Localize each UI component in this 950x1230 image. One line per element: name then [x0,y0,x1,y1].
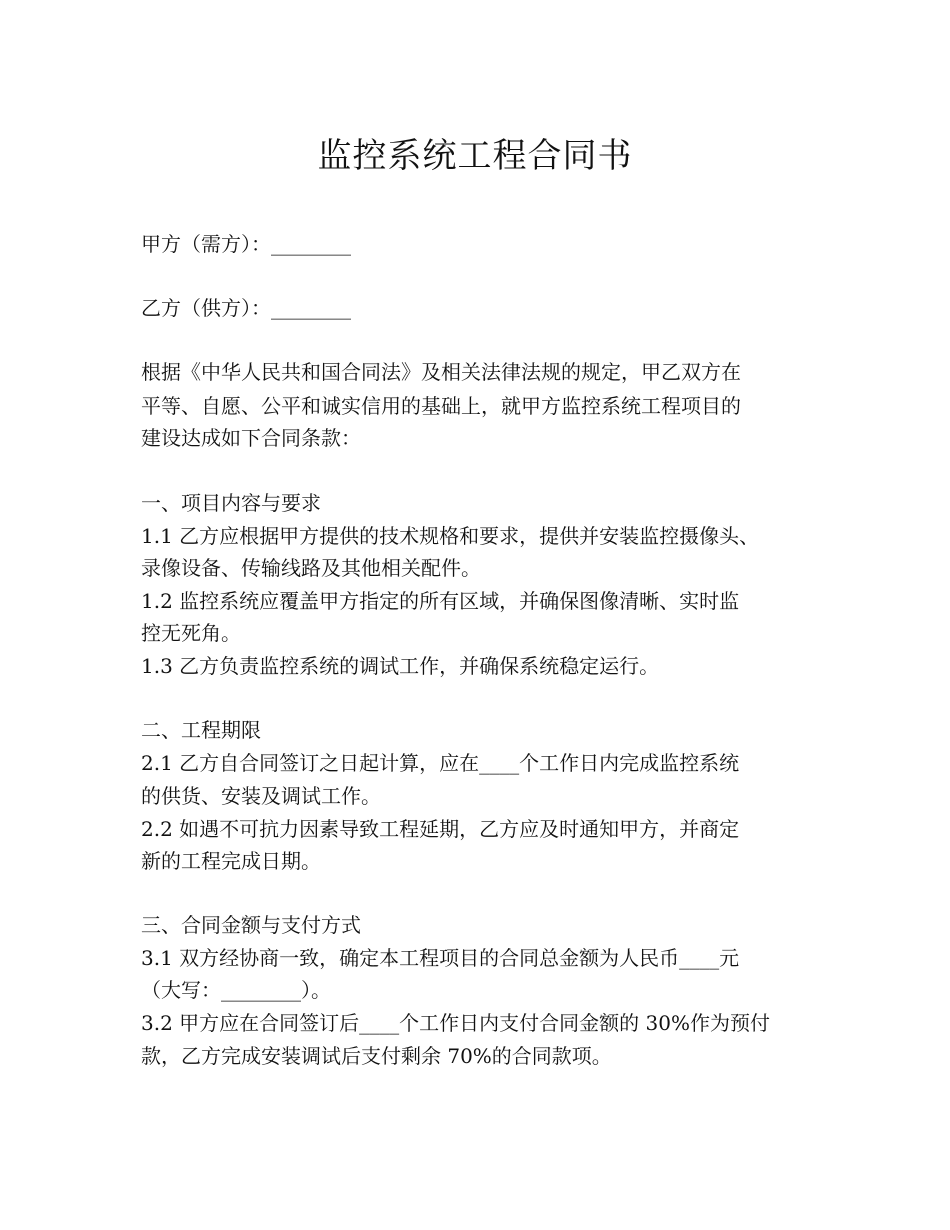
section-2-heading: 二、工程期限 [141,718,261,742]
section-3-line-4: 款，乙方完成安装调试后支付剩余 70%的合同款项。 [141,1044,612,1068]
section-1-line-2: 录像设备、传输线路及其他相关配件。 [141,556,481,580]
section-3-line-2: （大写：________）。 [141,978,331,1002]
section-2-line-1: 2.1 乙方自合同签订之日起计算，应在____个工作日内完成监控系统 [141,751,740,775]
section-1-line-5: 1.3 乙方负责监控系统的调试工作，并确保系统稳定运行。 [141,654,660,678]
party-a-line: 甲方（需方）：________ [141,232,351,256]
section-1-line-4: 控无死角。 [141,621,241,645]
party-b-line: 乙方（供方）：________ [141,296,351,320]
document-title: 监控系统工程合同书 [317,136,633,176]
section-3-line-3: 3.2 甲方应在合同签订后____个工作日内支付合同金额的 30%作为预付 [141,1011,770,1035]
section-2-line-3: 2.2 如遇不可抗力因素导致工程延期，乙方应及时通知甲方，并商定 [141,817,740,841]
section-1-heading: 一、项目内容与要求 [141,491,321,515]
section-1-line-1: 1.1 乙方应根据甲方提供的技术规格和要求，提供并安装监控摄像头、 [141,524,760,548]
preamble-line-3: 建设达成如下合同条款： [141,426,361,450]
section-1-line-3: 1.2 监控系统应覆盖甲方指定的所有区域，并确保图像清晰、实时监 [141,589,740,613]
section-3-heading: 三、合同金额与支付方式 [141,913,361,937]
section-2-line-2: 的供货、安装及调试工作。 [141,784,381,808]
section-3-line-1: 3.1 双方经协商一致，确定本工程项目的合同总金额为人民币____元 [141,946,740,970]
preamble-line-1: 根据《中华人民共和国合同法》及相关法律法规的规定，甲乙双方在 [141,360,741,384]
preamble-line-2: 平等、自愿、公平和诚实信用的基础上，就甲方监控系统工程项目的 [141,394,741,418]
section-2-line-4: 新的工程完成日期。 [141,849,321,873]
